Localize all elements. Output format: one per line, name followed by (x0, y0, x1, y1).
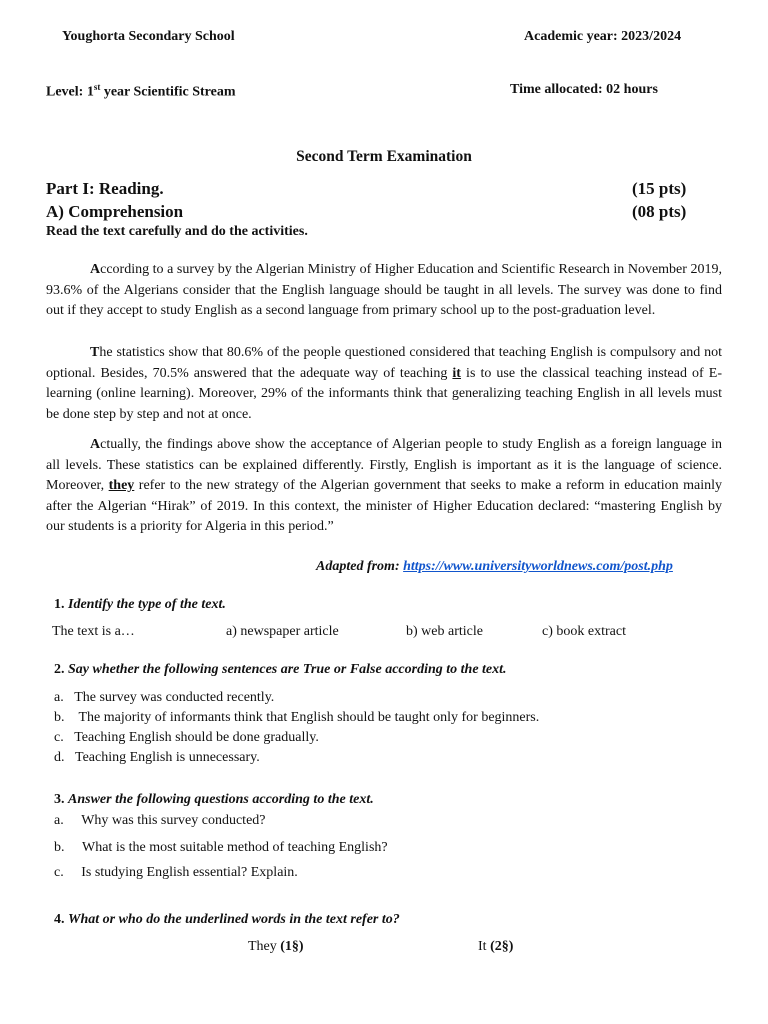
question-1 (54, 597, 226, 613)
option-web-article: b) web article (406, 624, 483, 639)
school-name: Youghorta Secondary School (62, 29, 235, 44)
underlined-word-it: it (452, 365, 461, 381)
question-2-prompt: Say whether the following sentences are True or False according to the text. (68, 662, 507, 677)
list-letter: a. (54, 690, 64, 705)
question-4-prompt: What or who do the underlined words in the text refer to? (68, 912, 400, 927)
paragraph-1 (46, 260, 722, 322)
part-points: (15 pts) (632, 179, 687, 198)
academic-year: Academic year: 2023/2024 (524, 29, 682, 44)
question-1-prompt: Identify the type of the text. (68, 597, 226, 612)
paragraph-2-body-end: is to use the classical teaching instead of E- learning (online learning). Moreover, 29% of the informants think that generalizing teaching English in all levels must be done step by step and not at once. (46, 365, 722, 422)
question-3-item-a (54, 813, 266, 829)
reference-word: It (478, 939, 491, 954)
reference-paragraph: (2§) (490, 939, 514, 954)
option-newspaper-article: a) newspaper article (226, 624, 339, 639)
level-superscript: st (93, 82, 101, 92)
paragraph-1-body: ccording to a survey by the Algerian Ministry of Higher Education and Scientific Research in November 2019, 93.6% of the Algerians consider that the English language should be taught in all levels. The survey was done to find out if they accept to study English as a second language from primary school up to the post-graduation level. (46, 262, 722, 318)
time-allocated: Time allocated: 02 hours (510, 82, 658, 97)
part-title: Part I: Reading. (46, 179, 164, 198)
level-suffix: year Scientific Stream (100, 84, 236, 100)
reference-paragraph: (1§) (280, 939, 304, 954)
section-points: (08 pts) (632, 202, 687, 221)
question-4 (54, 912, 400, 928)
instruction: Read the text carefully and do the activities. (46, 224, 308, 239)
tf-item-c (54, 730, 319, 746)
question-1-number: 1. (54, 597, 65, 612)
list-item-text: The survey was conducted recently. (74, 690, 275, 705)
question-2 (54, 662, 507, 678)
source-line (316, 559, 673, 575)
question-4-number: 4. (54, 912, 65, 927)
question-1-stem: The text is a… (52, 624, 135, 639)
level-prefix: Level: 1 (46, 84, 94, 100)
list-letter: a. (54, 813, 64, 828)
list-item-text: What is the most suitable method of teaching English? (82, 840, 388, 855)
level (46, 82, 236, 101)
source-link[interactable]: https://www.universityworldnews.com/post.php (403, 559, 673, 574)
paragraph-3 (46, 435, 722, 538)
question-3-item-b (54, 840, 388, 856)
paragraph-3-body-start: ctually, the findings above show the acceptance of Algerian people to study English as a foreign language in all levels. These statistics can be explained differently. Firstly, English is important as it is the language of science. Moreover, (46, 437, 722, 493)
reference-it (478, 939, 513, 955)
paragraph-2-body-start: he statistics show that 80.6% of the people questioned considered that teaching English is compulsory and not optional. Besides, 70.5% answered that the adequate way of teaching (46, 345, 722, 381)
question-3 (54, 792, 374, 808)
paragraph-3-initial: A (90, 437, 101, 452)
paragraph-3-body-end: refer to the new strategy of the Algerian government that seeks to make a reform in education mainly after the Algerian “Hirak” of 2019. In this context, the minister of Higher Education declared: “mastering English by our students is a priority for Algeria in this period.” (46, 478, 723, 534)
list-letter: c. (54, 865, 64, 880)
list-item-text: Teaching English should be done gradually. (74, 730, 319, 745)
paragraph-1-initial: A (90, 262, 101, 277)
reference-word: They (248, 939, 281, 954)
tf-item-a (54, 690, 274, 706)
question-2-number: 2. (54, 662, 65, 677)
paragraph-2 (46, 343, 722, 425)
list-letter: c. (54, 730, 64, 745)
source-label: Adapted from: (316, 559, 400, 574)
list-item-text: Is studying English essential? Explain. (81, 865, 298, 880)
option-book-extract: c) book extract (542, 624, 626, 639)
list-letter: d. (54, 750, 65, 765)
list-item-text: Teaching English is unnecessary. (75, 750, 260, 765)
underlined-word-they: they (108, 478, 135, 493)
tf-item-d (54, 750, 260, 766)
tf-item-b (54, 710, 539, 726)
list-item-text: Why was this survey conducted? (81, 813, 266, 828)
list-letter: b. (54, 710, 65, 725)
list-letter: b. (54, 840, 65, 855)
exam-title: Second Term Examination (296, 148, 472, 165)
question-3-prompt: Answer the following questions according to the text. (68, 792, 374, 807)
section-title: A) Comprehension (46, 202, 184, 221)
question-3-number: 3. (54, 792, 65, 807)
question-3-item-c (54, 865, 298, 881)
reference-they (248, 939, 304, 955)
paragraph-2-initial: T (90, 345, 100, 360)
list-item-text: The majority of informants think that English should be taught only for beginners. (78, 710, 540, 725)
